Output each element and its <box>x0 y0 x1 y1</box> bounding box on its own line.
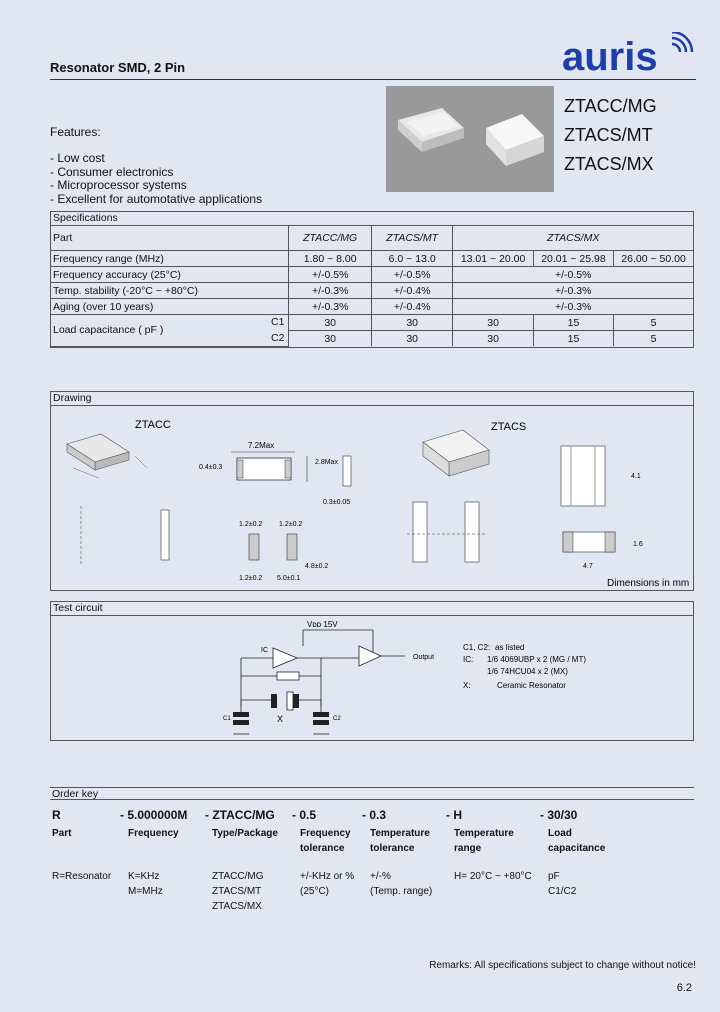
row-label: Frequency accuracy (25°C) <box>51 267 289 283</box>
feature-item: - Low cost <box>50 151 105 165</box>
c2-label: C2 <box>270 332 285 344</box>
dimensions-note: Dimensions in mm <box>607 578 690 589</box>
cell: +/-0.4% <box>371 283 452 299</box>
cell: 30 <box>289 331 372 347</box>
order-code: - 30/30 <box>540 808 578 822</box>
cell: +/-0.3% <box>453 283 693 299</box>
model-1: ZTACC/MG <box>564 96 657 116</box>
label-ztacc: ZTACC <box>135 419 171 431</box>
cell: 30 <box>453 331 533 347</box>
product-photo <box>386 86 554 192</box>
dim-max-h: 2.8Max <box>315 459 338 466</box>
row-label: Temp. stability (-20°C ~ +80°C) <box>51 283 289 299</box>
cell: +/-0.3% <box>453 299 693 315</box>
brand-text: auris <box>562 35 658 79</box>
spec-table <box>51 226 693 347</box>
table-row <box>51 283 693 299</box>
label-ztacs: ZTACS <box>491 421 527 433</box>
x-label: X <box>277 714 284 724</box>
table-row <box>51 299 693 315</box>
part-value: ZTACC/MG <box>289 226 372 251</box>
features-heading: Features: <box>50 125 101 139</box>
order-heading: Frequency tolerance <box>300 828 351 854</box>
feature-item: - Microprocessor systems <box>50 178 187 192</box>
dim-s-w: 4.7 <box>583 563 593 570</box>
c1-label: C1 <box>223 716 231 722</box>
order-value: +/-KHz or % (25°C) <box>300 871 355 897</box>
order-heading: Temperature range <box>454 828 514 854</box>
part-value: ZTACS/MX <box>453 226 693 251</box>
cell: 1.80 ~ 8.00 <box>289 251 372 267</box>
ztacc-footprint <box>81 506 328 582</box>
row-label: Aging (over 10 years) <box>51 299 289 315</box>
drawing-section <box>50 391 694 591</box>
order-value: pF C1/C2 <box>548 871 577 897</box>
order-heading: Part <box>52 828 72 839</box>
order-code: R <box>52 808 61 822</box>
note-value: as listed <box>495 643 525 652</box>
order-heading: Frequency <box>128 828 179 839</box>
features-list <box>50 152 262 206</box>
order-code: - H <box>446 808 462 822</box>
cell: 13.01 ~ 20.00 <box>453 251 533 267</box>
part-label: Part <box>51 226 289 251</box>
cell: 15 <box>533 315 613 331</box>
cell: +/-0.5% <box>453 267 693 283</box>
order-key-header: Order key <box>50 787 694 800</box>
cell: 5 <box>614 315 693 331</box>
feature-item: - Excellent for automotative applications <box>50 191 263 206</box>
drawing-header: Drawing <box>51 392 693 406</box>
output-label: Output <box>413 654 435 661</box>
dim-pad-b: 1.2±0.2 <box>279 521 303 528</box>
order-heading: Temperature tolerance <box>370 828 430 854</box>
load-cap-cell <box>51 315 289 347</box>
note-key: IC: <box>463 655 474 664</box>
brand-logo <box>560 32 700 82</box>
order-value: +/-% (Temp. range) <box>370 871 433 897</box>
cell: 26.00 ~ 50.00 <box>614 251 693 267</box>
ztacs-iso-view <box>423 430 489 476</box>
note-key: C1, C2: <box>463 643 491 652</box>
dim-max-w: 7.2Max <box>248 441 275 450</box>
order-code: - 0.3 <box>362 808 387 822</box>
order-value: R=Resonator <box>52 871 112 882</box>
cell: +/-0.3% <box>289 299 372 315</box>
row-label: Frequency range (MHz) <box>51 251 289 267</box>
cell: 6.0 ~ 13.0 <box>371 251 452 267</box>
cell: 30 <box>371 331 452 347</box>
cell: +/-0.5% <box>289 267 372 283</box>
cell: +/-0.5% <box>371 267 452 283</box>
ic-label: IC <box>261 647 268 654</box>
order-code: - 5.000000M <box>120 808 188 822</box>
order-value: ZTACC/MG ZTACS/MT ZTACS/MX <box>212 871 264 912</box>
order-code: - 0.5 <box>292 808 317 822</box>
dim-pitch: 5.0±0.1 <box>277 575 301 582</box>
ztacc-side-view <box>199 441 351 506</box>
page-number: 6.2 <box>676 982 692 994</box>
test-circuit-schematic <box>51 616 693 741</box>
dim-pad-c: 1.2±0.2 <box>239 575 263 582</box>
part-value: ZTACS/MT <box>371 226 452 251</box>
cell: 5 <box>650 332 657 345</box>
page-title: Resonator SMD, 2 Pin <box>50 60 186 75</box>
dimension-drawing <box>51 406 693 591</box>
vdd-label: Vᴅᴅ 15V <box>307 620 338 629</box>
note-value: 1/6 4069UBP x 2 (MG / MT) <box>487 655 586 664</box>
order-value: K=KHz M=MHz <box>128 871 163 897</box>
order-heading: Load capacitance <box>548 828 606 854</box>
cell: 30 <box>371 315 452 331</box>
ztacc-iso-view <box>67 434 147 478</box>
cell: 30 <box>289 315 372 331</box>
cell: 20.01 ~ 25.98 <box>533 251 613 267</box>
specifications-header: Specifications <box>51 212 693 226</box>
note-value: 1/6 74HCU04 x 2 (MX) <box>487 667 568 676</box>
table-row <box>51 251 693 267</box>
test-circuit-header: Test circuit <box>51 602 693 616</box>
dim-s-h2: 1.6 <box>633 541 643 548</box>
table-row <box>51 267 693 283</box>
c2-label: C2 <box>333 716 341 722</box>
order-heading: Type/Package <box>212 828 278 839</box>
dim-pad-a: 1.2±0.2 <box>239 521 263 528</box>
dim-lead-t: 0.3±0.05 <box>323 499 351 506</box>
remarks: Remarks: All specifications subject to change without notice! <box>429 960 696 971</box>
model-2: ZTACS/MT <box>564 125 653 145</box>
circuit-notes <box>463 643 586 690</box>
model-list <box>564 92 657 179</box>
dim-pad-h: 4.8±0.2 <box>305 563 329 570</box>
feature-item: - Consumer electronics <box>50 164 174 179</box>
dim-lead-w: 0.4±0.3 <box>199 464 223 471</box>
table-row <box>51 315 693 331</box>
cell: 30 <box>453 315 533 331</box>
note-key: X: <box>463 681 471 690</box>
c1-label: C1 <box>270 316 285 328</box>
cell: +/-0.3% <box>289 283 372 299</box>
dim-s-h1: 4.1 <box>631 473 641 480</box>
table-row <box>51 226 693 251</box>
note-value: Ceramic Resonator <box>497 681 566 690</box>
order-code: - ZTACC/MG <box>205 808 275 822</box>
load-cap-label: Load capacitance ( pF ) <box>53 324 164 337</box>
cell: +/-0.4% <box>371 299 452 315</box>
test-circuit-section <box>50 601 694 741</box>
specifications-section <box>50 211 694 348</box>
order-value: H= 20°C ~ +80°C <box>454 871 532 882</box>
model-3: ZTACS/MX <box>564 154 654 174</box>
cell: 15 <box>533 331 613 347</box>
